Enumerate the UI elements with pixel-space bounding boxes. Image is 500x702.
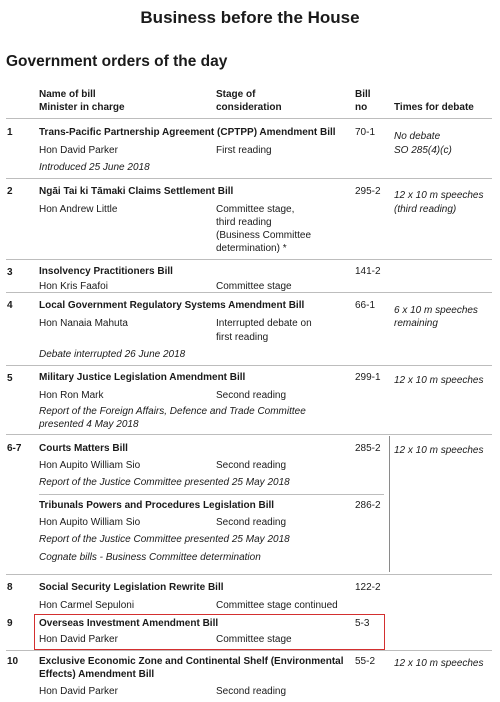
bill-note: Debate interrupted 26 June 2018 [39, 349, 186, 360]
debate-time: remaining [394, 318, 438, 329]
bill-title: Courts Matters Bill [39, 443, 128, 454]
debate-time: 12 x 10 m speeches [394, 375, 484, 386]
bill-number: 299-1 [355, 372, 381, 383]
bill-note: Report of the Foreign Affairs, Defence and Trade Committee [39, 406, 306, 417]
row-divider [6, 650, 492, 651]
stage: Committee stage [216, 634, 292, 645]
bill-number: 70-1 [355, 127, 376, 138]
section-title: Government orders of the day [6, 53, 228, 70]
bill-number: 122-2 [355, 582, 381, 593]
bill-number: 55-2 [355, 656, 376, 667]
bill-note: Report of the Justice Committee presented 25 May 2018 [39, 534, 290, 545]
bill-title: Ngāi Tai ki Tāmaki Claims Settlement Bill [39, 186, 234, 197]
header-consideration: consideration [216, 102, 282, 113]
stage: Second reading [216, 686, 287, 697]
bill-title: Military Justice Legislation Amendment Bill [39, 372, 246, 383]
debate-time: 12 x 10 m speeches [394, 658, 484, 669]
row-divider [6, 178, 492, 179]
bill-title: Exclusive Economic Zone and Continental Shelf (Environmental [39, 656, 344, 667]
minister: Hon Carmel Sepuloni [39, 600, 135, 611]
minister: Hon Kris Faafoi [39, 281, 108, 292]
stage: third reading [216, 217, 272, 228]
debate-time: No debate [394, 131, 441, 142]
minister: Hon David Parker [39, 686, 118, 697]
order-number: 9 [7, 618, 13, 629]
stage: Committee stage, [216, 204, 295, 215]
order-number: 4 [7, 300, 13, 311]
debate-time: SO 285(4)(c) [394, 145, 452, 156]
minister: Hon Andrew Little [39, 204, 118, 215]
stage: Interrupted debate on [216, 318, 312, 329]
order-number: 6-7 [7, 443, 22, 454]
order-number: 3 [7, 267, 13, 278]
debate-time: 12 x 10 m speeches [394, 190, 484, 201]
stage: Second reading [216, 460, 287, 471]
bill-number: 66-1 [355, 300, 376, 311]
bill-note: presented 4 May 2018 [39, 419, 139, 430]
page-title: Business before the House [140, 8, 360, 27]
bill-title: Local Government Regulatory Systems Amendment Bill [39, 300, 305, 311]
header-stage: Stage of [216, 89, 256, 100]
bill-number: 285-2 [355, 443, 381, 454]
minister: Hon Aupito William Sio [39, 460, 141, 471]
stage: Second reading [216, 390, 287, 401]
debate-time: (third reading) [394, 204, 457, 215]
header-bill: Bill [355, 89, 371, 100]
header-bill-no: no [355, 102, 368, 113]
stage: Committee stage [216, 281, 292, 292]
row-divider [6, 434, 492, 435]
bill-title-continued: Effects) Amendment Bill [39, 669, 155, 680]
stage: Second reading [216, 517, 287, 528]
order-number: 10 [7, 656, 19, 667]
bill-number: 286-2 [355, 500, 381, 511]
minister: Hon David Parker [39, 634, 118, 645]
bill-note: Cognate bills - Business Committee determination [39, 552, 261, 563]
bill-title: Trans-Pacific Partnership Agreement (CPTPP) Amendment Bill [39, 127, 336, 138]
stage: first reading [216, 332, 269, 343]
order-number: 8 [7, 582, 13, 593]
debate-time: 12 x 10 m speeches [394, 445, 484, 456]
row-divider [6, 118, 492, 119]
row-divider [6, 259, 492, 260]
bill-number: 5-3 [355, 618, 370, 629]
stage: First reading [216, 145, 272, 156]
header-times-for-debate: Times for debate [394, 102, 474, 113]
minister: Hon David Parker [39, 145, 118, 156]
bill-number: 295-2 [355, 186, 381, 197]
debate-time: 6 x 10 m speeches [394, 305, 478, 316]
header-minister: Minister in charge [39, 102, 125, 113]
header-name-of-bill: Name of bill [39, 89, 96, 100]
stage: determination) * [216, 243, 287, 254]
cognate-bracket [389, 436, 390, 572]
bill-title: Insolvency Practitioners Bill [39, 266, 173, 277]
order-number: 1 [7, 127, 13, 138]
bill-title: Tribunals Powers and Procedures Legislation Bill [39, 500, 275, 511]
bill-note: Report of the Justice Committee presented 25 May 2018 [39, 477, 290, 488]
order-number: 2 [7, 186, 13, 197]
bill-title: Overseas Investment Amendment Bill [39, 618, 219, 629]
stage: (Business Committee [216, 230, 312, 241]
row-divider [6, 574, 492, 575]
minister: Hon Nanaia Mahuta [39, 318, 128, 329]
bill-note: Introduced 25 June 2018 [39, 162, 150, 173]
minister: Hon Aupito William Sio [39, 517, 141, 528]
bill-number: 141-2 [355, 266, 381, 277]
cognate-divider [39, 494, 384, 495]
bill-title: Social Security Legislation Rewrite Bill [39, 582, 224, 593]
stage: Committee stage continued [216, 600, 338, 611]
order-number: 5 [7, 373, 13, 384]
row-divider [6, 365, 492, 366]
minister: Hon Ron Mark [39, 390, 104, 401]
